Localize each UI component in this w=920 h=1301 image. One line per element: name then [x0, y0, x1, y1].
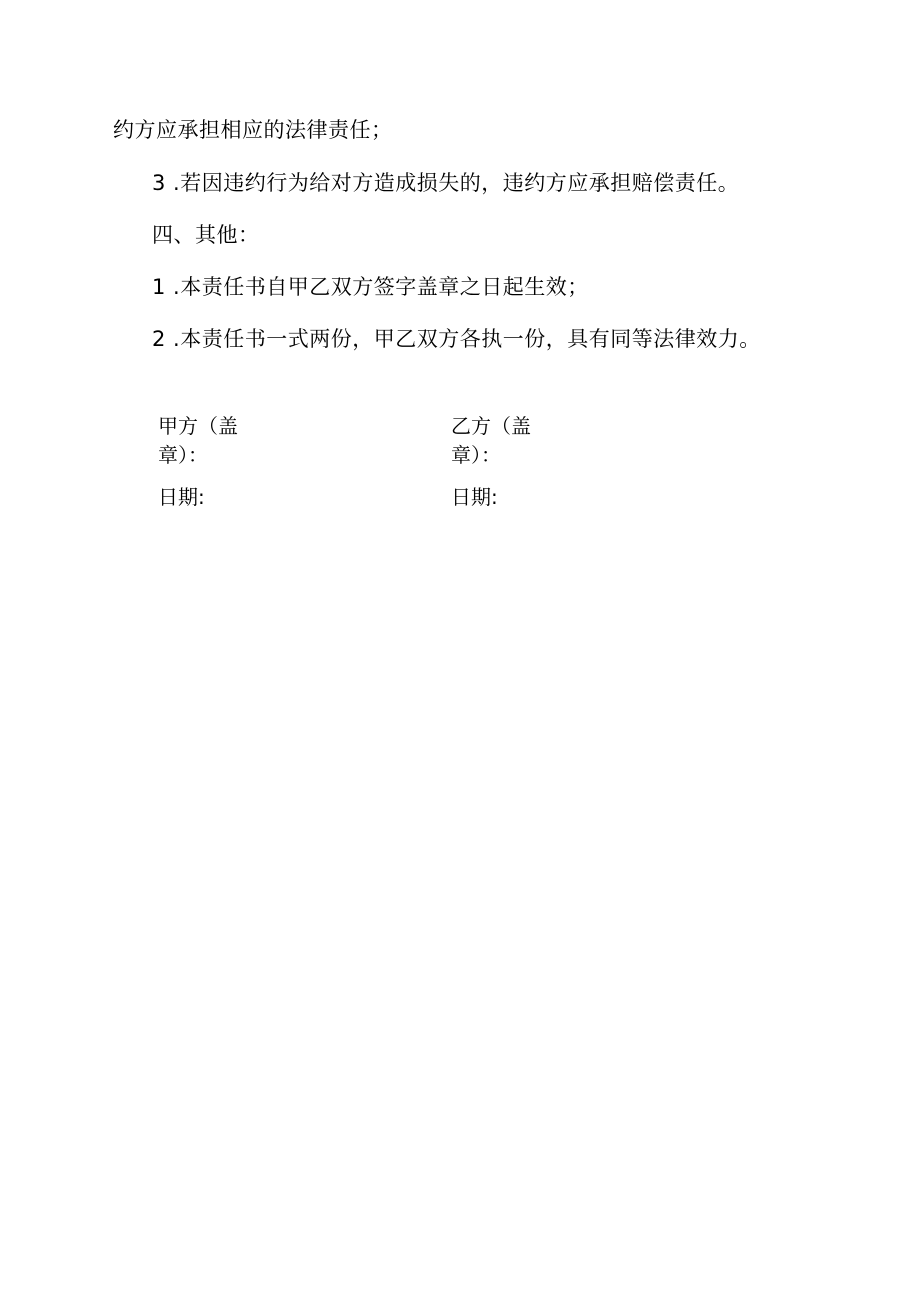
section-heading-other: 四、其他：	[152, 223, 260, 247]
party-b-label-line1: 乙方（盖	[451, 414, 531, 438]
party-a-date-label: 日期:	[158, 485, 205, 509]
clause-item-1: 1 .本责任书自甲乙双方签字盖章之日起生效；	[152, 275, 589, 299]
party-b-date-label: 日期:	[451, 485, 498, 509]
party-b-label-line2: 章）：	[451, 443, 501, 467]
clause-item-2: 2 .本责任书一式两份，甲乙双方各执一份，具有同等法律效力。	[152, 327, 761, 351]
party-a-seal-label	[158, 412, 238, 470]
party-b-seal-label	[451, 412, 531, 470]
clause-item-3: 3 .若因违约行为给对方造成损失的，违约方应承担赔偿责任。	[152, 171, 740, 195]
party-a-label-line2: 章）：	[158, 443, 208, 467]
paragraph-continuation: 约方应承担相应的法律责任；	[113, 118, 393, 142]
party-a-label-line1: 甲方（盖	[158, 414, 238, 438]
